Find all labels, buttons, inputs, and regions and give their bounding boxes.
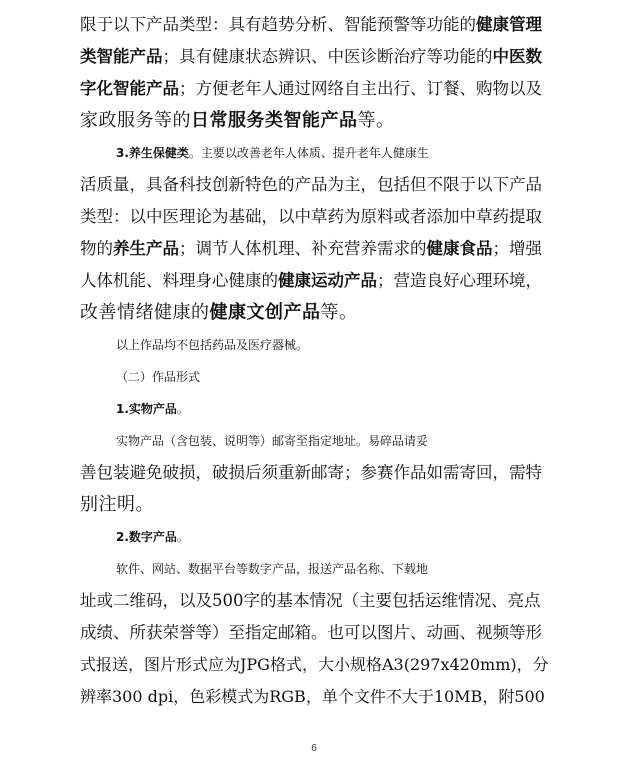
section-heading: （二）作品形式: [116, 370, 201, 384]
text-line: 以上作品均不包括药品及医疗器械。: [116, 338, 309, 352]
text-line: 类型：以中医理论为基础，以中草药为原料或者添加中草药提取: [80, 207, 542, 226]
text-line: 人体机能、料理身心健康的健康运动产品；营造良好心理环境，: [80, 271, 542, 290]
text-line: 成绩、所获荣誉等）至指定邮箱。也可以图片、动画、视频等形: [80, 623, 542, 642]
text-line: 址或二维码，以及500字的基本情况（主要包括运维情况、亮点: [80, 591, 541, 610]
text-line: 物的养生产品；调节人体机理、补充营养需求的健康食品；增强: [80, 239, 542, 258]
subsection-heading: 1.实物产品。: [116, 402, 189, 416]
text-line: 活质量，具备科技创新特色的产品为主，包括但不限于以下产品: [80, 175, 542, 194]
text-line: 字化智能产品；方便老年人通过网络自主出行、订餐、购物以及: [80, 79, 542, 98]
text-line: 善包装避免破损，破损后须重新邮寄；参赛作品如需寄回，需特: [80, 463, 542, 482]
text-line: 式报送，图片形式应为JPG格式，大小规格A3(297x420mm)，分: [80, 655, 549, 674]
page-number: 6: [311, 743, 317, 754]
text-line: 实物产品（含包装、说明等）邮寄至指定地址。易碎品请妥: [116, 434, 429, 448]
text-line: 辨率300 dpi，色彩模式为RGB，单个文件不大于10MB，附500: [80, 687, 545, 706]
section-heading-line: 3.养生保健类。主要以改善老年人体质、提升老年人健康生: [116, 146, 429, 160]
text-line: 别注明。: [80, 494, 154, 515]
subsection-heading: 2.数字产品。: [116, 530, 189, 544]
text-line: 软件、网站、数据平台等数字产品，报送产品名称、下载地: [116, 562, 429, 576]
text-line: 限于以下产品类型：具有趋势分析、智能预警等功能的健康管理: [80, 15, 542, 34]
text-line: 类智能产品；具有健康状态辨识、中医诊断治疗等功能的中医数: [80, 47, 542, 66]
text-line: 改善情绪健康的健康文创产品等。: [80, 302, 358, 323]
text-line: 家政服务等的日常服务类智能产品等。: [80, 110, 395, 131]
